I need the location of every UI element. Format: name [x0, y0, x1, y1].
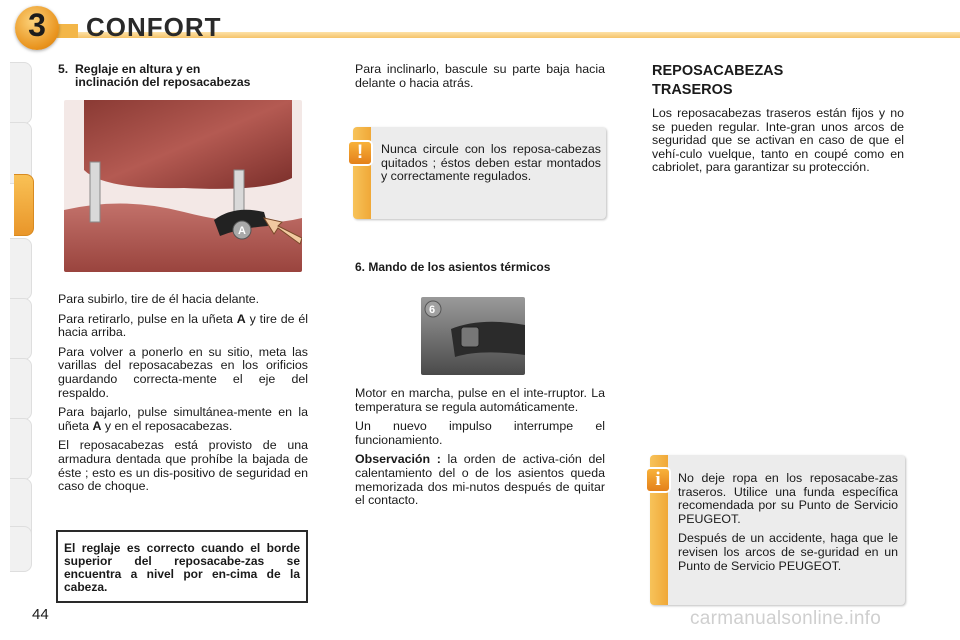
section6-heading: 6. Mando de los asientos térmicos [355, 260, 551, 274]
chapter-tab[interactable] [10, 358, 32, 420]
chapter-tab[interactable] [10, 526, 32, 572]
rear-heading-line1: REPOSACABEZAS [652, 63, 784, 79]
rear-heading-line2: TRASEROS [652, 82, 733, 98]
watermark: carmanualsonline.info [690, 608, 882, 629]
section5-p4 [58, 406, 308, 433]
rear-text: Los reposacabezas traseros están fijos y no se pueden regular. Inte-gran unos arcos de seguridad que se activan en caso de que el vehí-culo vuelque, tanto en coupé como en cabriolet, para garantizar su protección. [652, 106, 904, 175]
adjustment-note-box: El reglaje es correcto cuando el borde superior del reposacabe-zas se encuentra a nivel por en-cima de la cabeza. [56, 530, 308, 603]
warning-icon: ! [349, 142, 371, 164]
incline-text [355, 63, 605, 96]
text-span: y en el reposacabezas. [104, 418, 233, 433]
text-span: Para retirarlo, pulse en la uñeta [58, 311, 233, 326]
text-span: y tire de él hacia arriba. [58, 311, 308, 340]
rear-headrests-heading [652, 62, 783, 100]
section6-text [355, 387, 605, 514]
chapter-badge [15, 6, 59, 50]
warning-text: Nunca circule con los reposa-cabezas quitados ; éstos deben estar montados y correctamente regulados. [381, 142, 601, 184]
section5-p3: Para volver a ponerlo en su sitio, meta las varillas del reposacabezas en los orificios guardando correcta-mente el eje del respaldo. [58, 344, 308, 400]
heated-seat-switch-photo [421, 297, 525, 375]
chapter-tab[interactable] [10, 62, 32, 124]
rear-headrests-text [652, 107, 904, 181]
warning-box [353, 127, 606, 219]
observation-text: la orden de activa-ción del calentamiento del o de los asientos queda memorizada dos mi-nutos después de quitar el contacto. [355, 452, 605, 508]
chapter-tab[interactable] [10, 298, 32, 360]
observation-label: Observación : [355, 452, 441, 467]
chapter-tab[interactable] [10, 238, 32, 300]
section5-p2 [58, 313, 308, 340]
ref-a: A [92, 418, 102, 433]
section6-p1: Motor en marcha, pulse en el inte-rruptor. La temperatura se regula automáticamente. [355, 386, 605, 414]
section5-p1: Para subirlo, tire de él hacia delante. [58, 292, 260, 306]
chapter-tab-active[interactable] [14, 174, 34, 236]
section5-heading [58, 63, 250, 89]
photo-label-a: A [238, 225, 246, 237]
warning-text-block [381, 143, 601, 190]
section5-heading-line2: inclinación del reposacabezas [75, 75, 251, 89]
chapter-tab[interactable] [10, 418, 32, 480]
info-p2: Después de un accidente, haga que le revisen los arcos de se-guridad en un Punto de Servicio PEUGEOT. [678, 531, 898, 573]
headrest-illustration [64, 100, 302, 272]
page-number: 44 [32, 606, 49, 623]
info-box [650, 455, 905, 605]
ref-a: A [236, 311, 246, 326]
section5-p5: El reposacabezas está provisto de una armadura dentada que prohíbe la bajada de éste ; esto es un dis-positivo de seguridad en caso de choque. [58, 438, 308, 494]
info-p1: No deje ropa en los reposacabe-zas traseros. Utilice una funda específica recomendada por su Punto de Servicio PEUGEOT. [678, 471, 898, 526]
section5-heading-line1: Reglaje en altura y en [75, 62, 201, 76]
page-title: CONFORT [86, 12, 222, 42]
section6-observation [355, 453, 605, 507]
incline-p: Para inclinarlo, bascule su parte baja hacia delante o hacia atrás. [355, 62, 605, 90]
chapter-number: 3 [28, 7, 46, 43]
section5-text [58, 293, 308, 500]
info-text-block [678, 472, 898, 579]
chapter-tabs [0, 62, 34, 582]
switch-illustration [421, 297, 525, 375]
photo-label-6: 6 [429, 304, 436, 316]
section6-p2: Un nuevo impulso interrumpe el funcionamiento. [355, 419, 605, 447]
info-icon: i [647, 469, 669, 491]
text-span: Para bajarlo, pulse simultánea-mente en la uñeta [58, 405, 308, 433]
warning-bar [353, 127, 371, 219]
section5-number: 5. [58, 62, 69, 76]
headrest-photo [64, 100, 302, 272]
